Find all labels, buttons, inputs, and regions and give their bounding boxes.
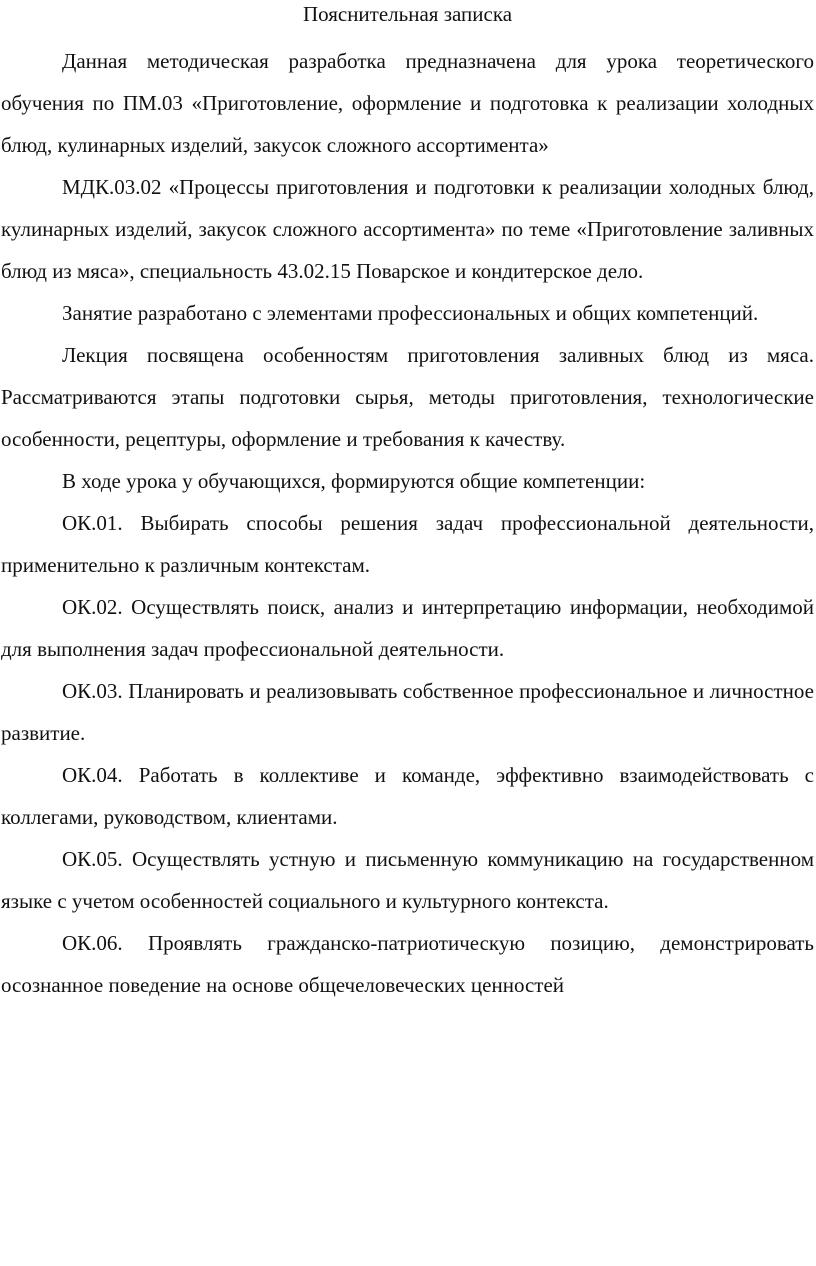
paragraph-ok02: ОК.02. Осуществлять поиск, анализ и интерпретацию информации, необходимой для выполнения задач профессиональной деятельности.: [1, 595, 814, 661]
paragraph-ok04: ОК.04. Работать в коллективе и команде, эффективно взаимодействовать с коллегами, руководством, клиентами.: [1, 763, 814, 829]
document-title: Пояснительная записка: [302, 2, 513, 26]
paragraph-lecture: Лекция посвящена особенностям приготовления заливных блюд из мяса. Рассматриваются этапы подготовки сырья, методы приготовления, технологические особенности, рецептуры, оформление и требования к качеству.: [1, 343, 814, 451]
paragraph-mdk: МДК.03.02 «Процессы приготовления и подготовки к реализации холодных блюд, кулинарных изделий, закусок сложного ассортимента» по теме «Приготовление заливных блюд из мяса», специальность 43.02.15 Поварское и кондитерское дело.: [1, 175, 814, 283]
paragraph-ok06: ОК.06. Проявлять гражданско-патриотическую позицию, демонстрировать осознанное поведение на основе общечеловеческих ценностей: [1, 931, 814, 997]
paragraph-general-competencies-intro: В ходе урока у обучающихся, формируются общие компетенции:: [62, 469, 646, 493]
paragraph-competencies-note: Занятие разработано с элементами профессиональных и общих компетенций.: [62, 301, 759, 325]
paragraph-ok03: ОК.03. Планировать и реализовывать собственное профессиональное и личностное развитие.: [1, 679, 814, 745]
paragraph-ok01: ОК.01. Выбирать способы решения задач профессиональной деятельности, применительно к различным контекстам.: [1, 511, 814, 577]
paragraph-ok05: ОК.05. Осуществлять устную и письменную коммуникацию на государственном языке с учетом особенностей социального и культурного контекста.: [1, 847, 814, 913]
paragraph-intro: Данная методическая разработка предназначена для урока теоретического обучения по ПМ.03 «Приготовление, оформление и подготовка к реализации холодных блюд, кулинарных изделий, закусок сложного ассортимента»: [1, 49, 814, 157]
